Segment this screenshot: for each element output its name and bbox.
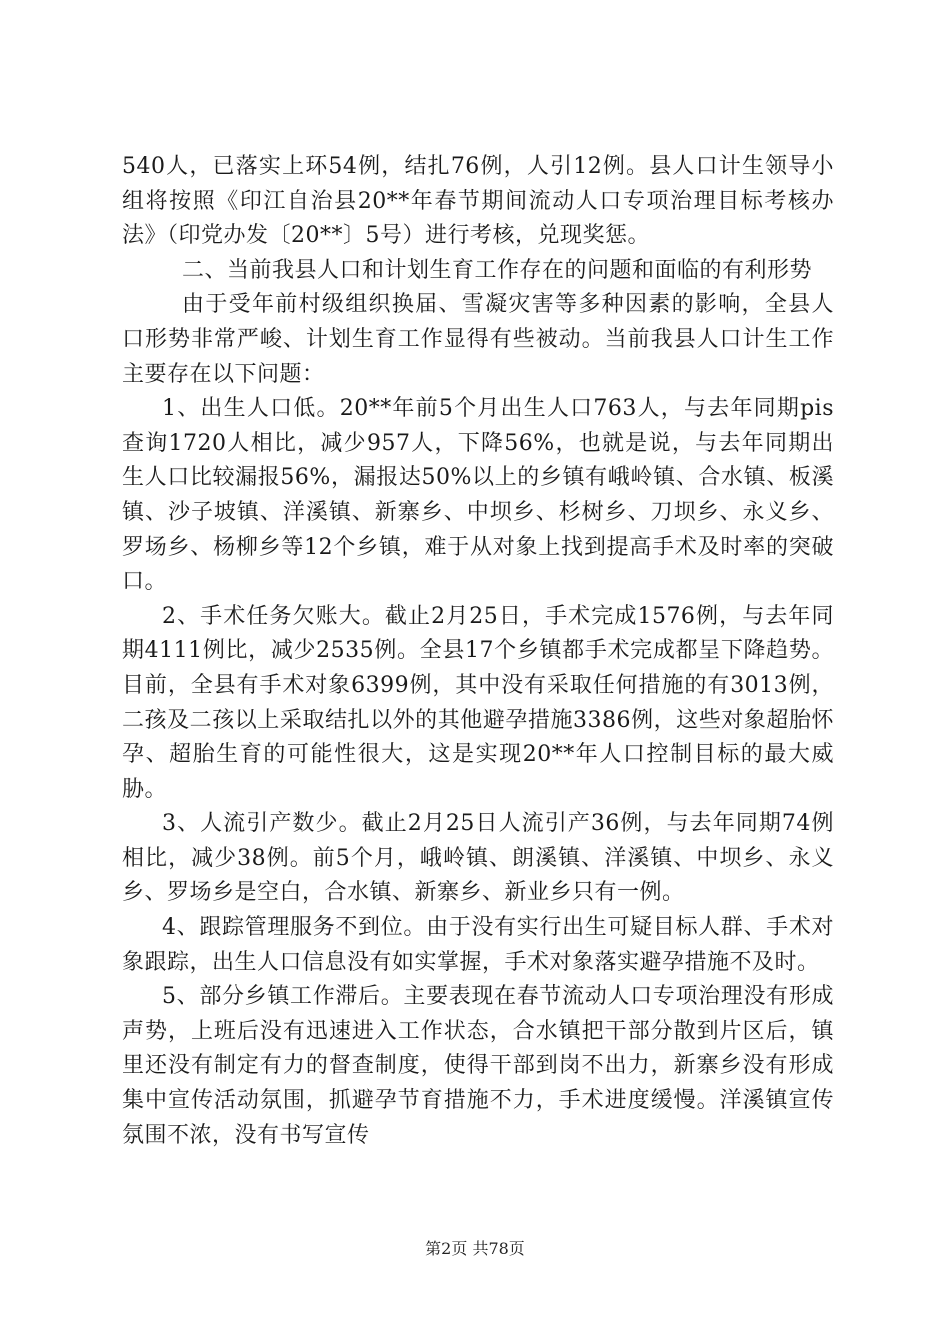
document-body [122,150,834,1153]
paragraph-item-2: 2、手术任务欠账大。截止2月25日，手术完成1576例，与去年同期4111例比，减少2535例。全县17个乡镇都手术完成都呈下降趋势。目前，全县有手术对象6399例，其中没有采取任何措施的有3013例，二孩及二孩以上采取结扎以外的其他避孕措施3386例，这些对象超胎怀孕、超胎生育的可能性很大，这是实现20**年人口控制目标的最大威胁。 [122,603,834,802]
paragraph-intro: 由于受年前村级组织换届、雪凝灾害等多种因素的影响，全县人口形势非常严峻、计划生育工作显得有些被动。当前我县人口计生工作主要存在以下问题： [122,292,834,387]
paragraph-item-4: 4、跟踪管理服务不到位。由于没有实行出生可疑目标人群、手术对象跟踪，出生人口信息没有如实掌握，手术对象落实避孕措施不及时。 [122,915,834,975]
paragraph-item-1: 1、出生人口低。20**年前5个月出生人口763人，与去年同期pis查询1720人相比，减少957人，下降56%，也就是说，与去年同期出生人口比较漏报56%，漏报达50%以上的乡镇有峨岭镇、合水镇、板溪镇、沙子坡镇、洋溪镇、新寨乡、中坝乡、杉树乡、刀坝乡、永义乡、罗场乡、杨柳乡等12个乡镇，难于从对象上找到提高手术及时率的突破口。 [122,396,834,595]
section-heading: 二、当前我县人口和计划生育工作存在的问题和面临的有利形势 [182,257,813,283]
paragraph-item-5: 5、部分乡镇工作滞后。主要表现在春节流动人口专项治理没有形成声势，上班后没有迅速进入工作状态，合水镇把干部分散到片区后，镇里还没有制定有力的督查制度，使得干部到岗不出力，新寨乡没有形成集中宣传活动氛围，抓避孕节育措施不力，手术进度缓慢。洋溪镇宣传氛围不浓，没有书写宣传 [122,984,834,1148]
paragraph-item-3: 3、人流引产数少。截止2月25日人流引产36例，与去年同期74例相比，减少38例。前5个月，峨岭镇、朗溪镇、洋溪镇、中坝乡、永义乡、罗场乡是空白，合水镇、新寨乡、新业乡只有一例。 [122,811,834,906]
page-footer: 第2页 共78页 [425,1239,525,1258]
paragraph-continuation: 540人，已落实上环54例，结扎76例，人引12例。县人口计生领导小组将按照《印江自治县20**年春节期间流动人口专项治理目标考核办法》（印党办发〔20**〕5号）进行考核，兑现奖惩。 [122,154,834,249]
